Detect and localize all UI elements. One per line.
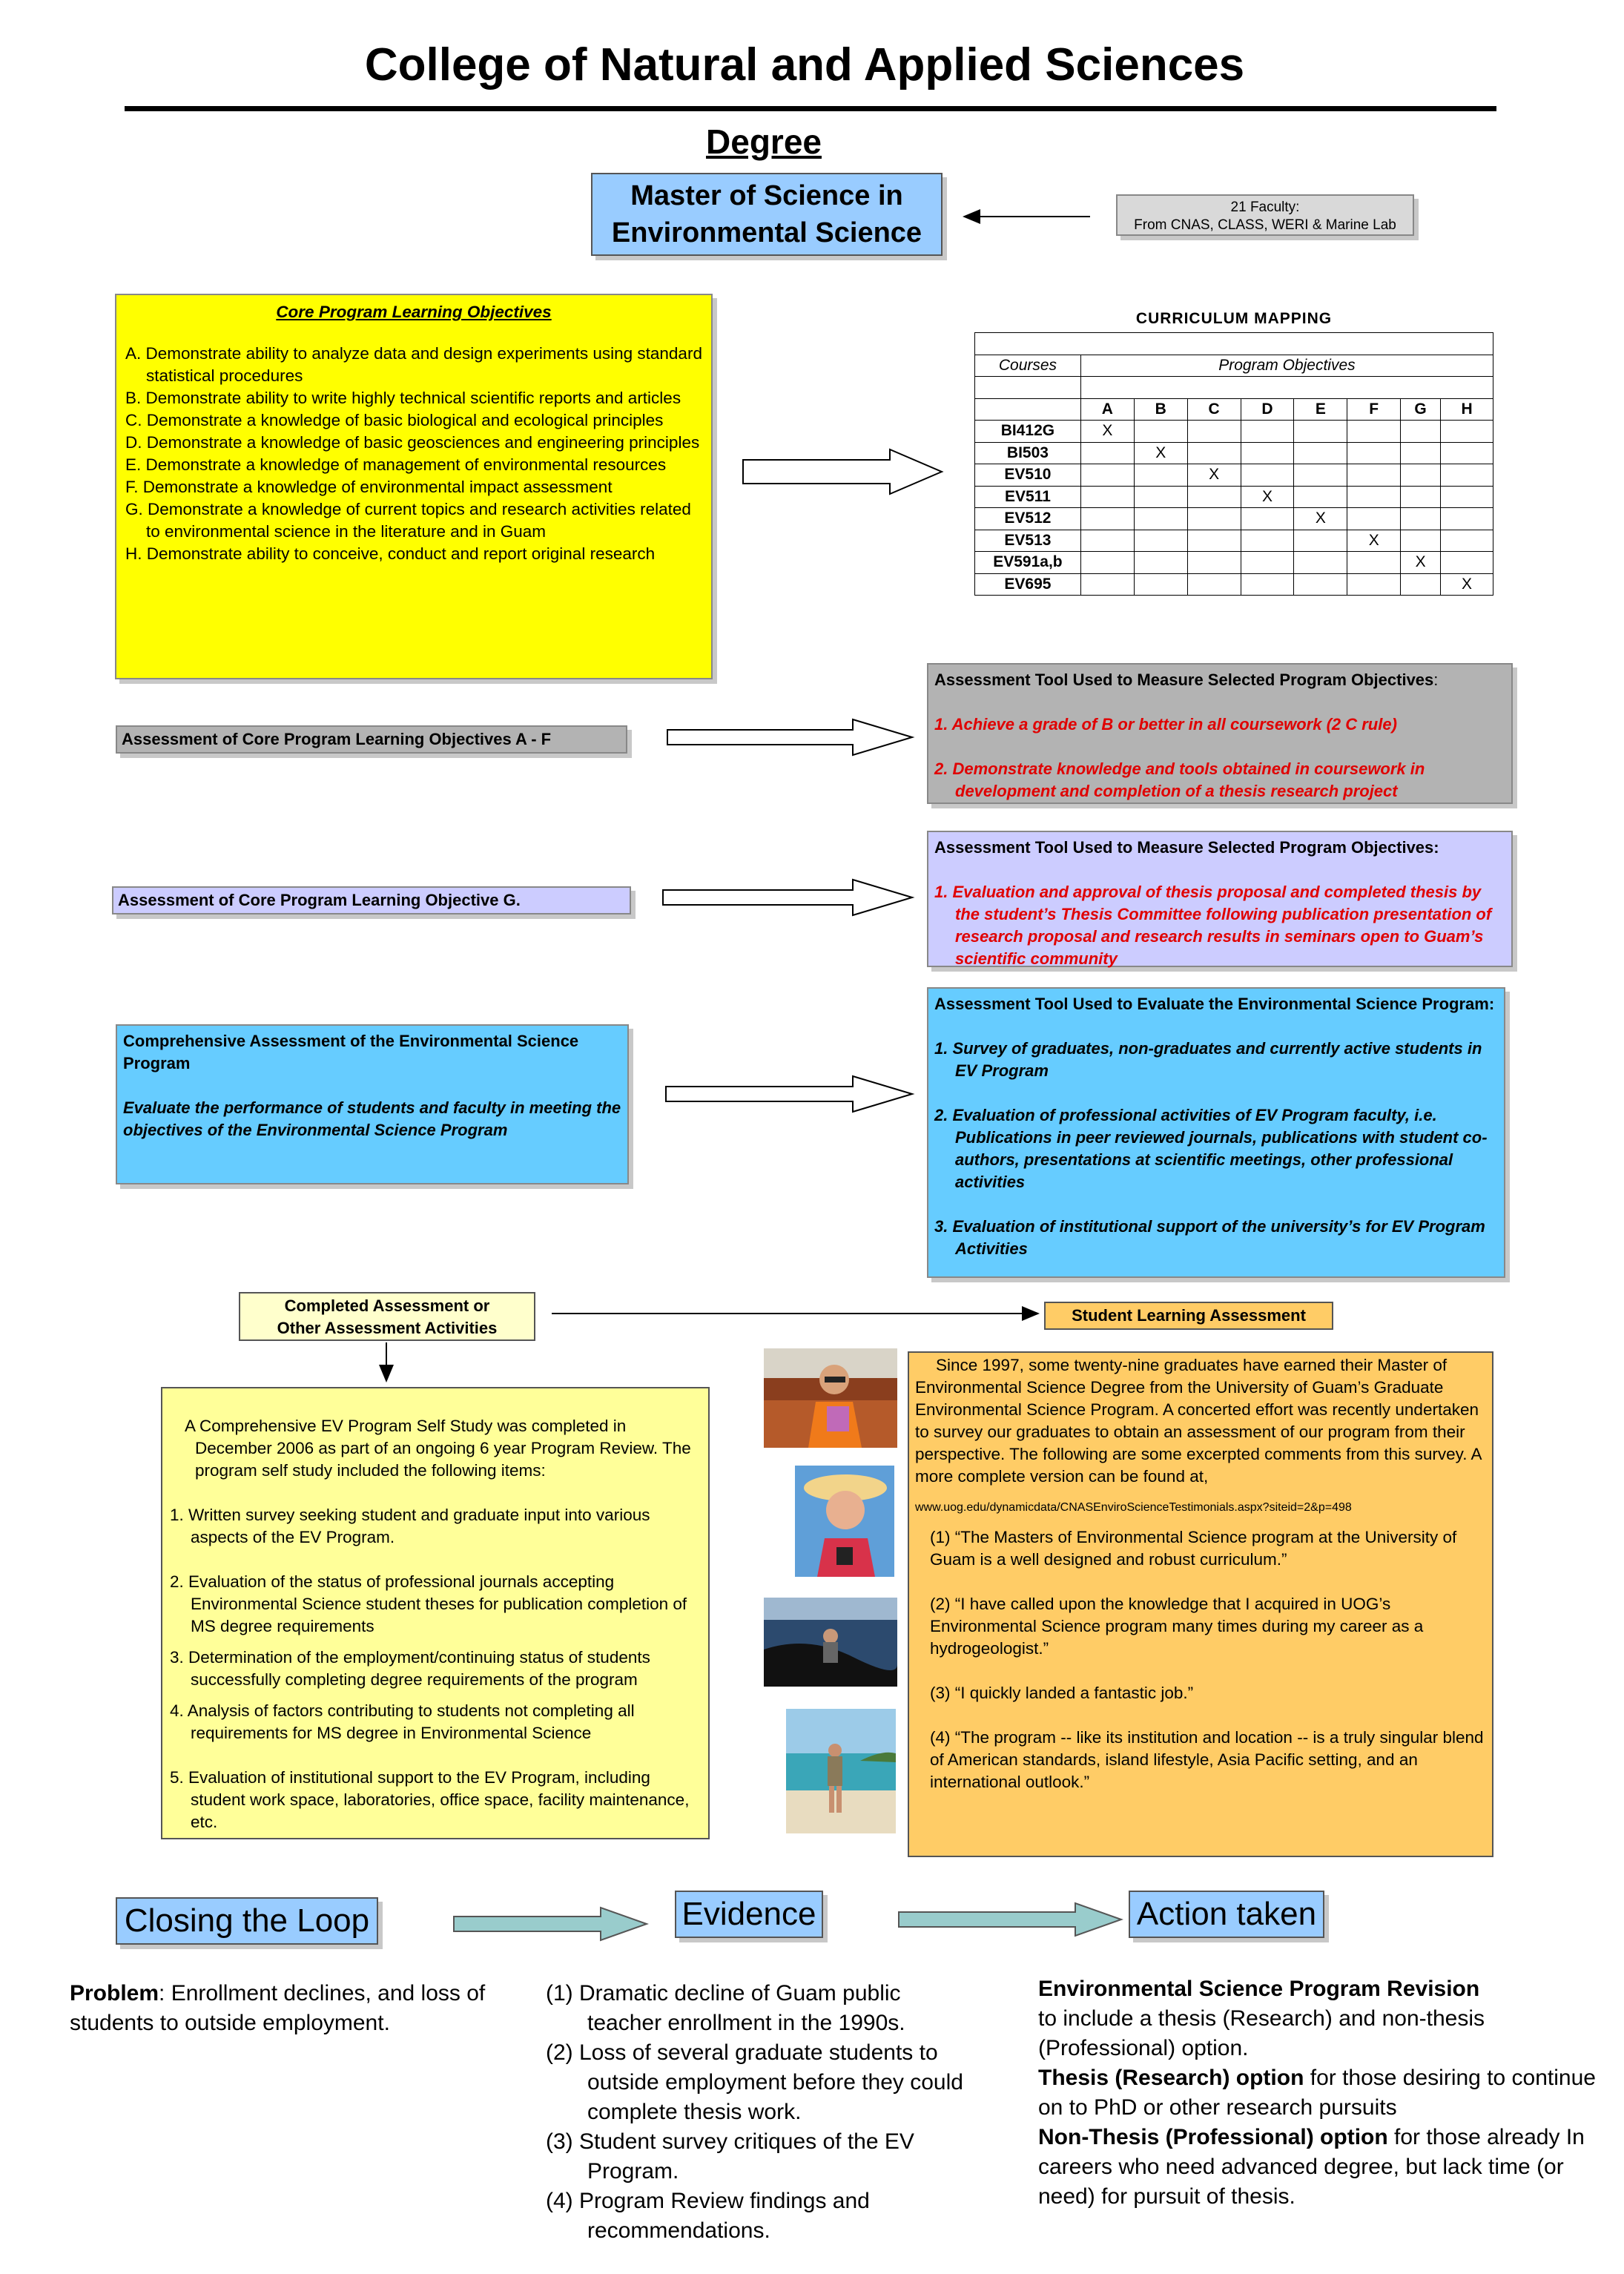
evidence-label: Evidence bbox=[675, 1891, 823, 1938]
testimonial-quote-2: (2) “I have called upon the knowledge that I acquired in UOG’s Environmental Science program many times during my career as a hydrogeologist.” bbox=[930, 1595, 1424, 1658]
mapping-mark: X bbox=[1080, 421, 1134, 443]
course-cell: EV512 bbox=[975, 508, 1081, 530]
letter-g: G bbox=[1401, 398, 1441, 421]
tool-heading: Assessment Tool Used to Evaluate the Environmental Science Program: bbox=[934, 995, 1495, 1013]
course-cell: BI503 bbox=[975, 442, 1081, 464]
faculty-line-2: From CNAS, CLASS, WERI & Marine Lab bbox=[1134, 217, 1396, 233]
nonthesis-option-text: for those already In careers who need advanced degree, but lack time (or need) for pursuit of thesis. bbox=[1038, 2125, 1585, 2209]
objective-g: G. Demonstrate a knowledge of current topics and research activities related to environmental science in the literature and in Guam bbox=[125, 500, 691, 541]
objective-f: F. Demonstrate a knowledge of environmental impact assessment bbox=[125, 478, 613, 496]
comprehensive-to-tool-arrow bbox=[666, 1076, 912, 1112]
af-to-tool-arrow bbox=[667, 719, 912, 755]
curriculum-mapping-title: CURRICULUM MAPPING bbox=[1135, 310, 1333, 327]
letter-f: F bbox=[1347, 398, 1401, 421]
course-cell: EV695 bbox=[975, 573, 1081, 596]
program-line-2: Environmental Science bbox=[611, 217, 922, 248]
self-study-item-1: 1. Written survey seeking student and graduate input into various aspects of the EV Program. bbox=[170, 1506, 650, 1546]
tool-item-1: 1. Survey of graduates, non-graduates and currently active students in EV Program bbox=[934, 1039, 1482, 1080]
assessment-af-tool-box bbox=[927, 663, 1513, 804]
tool-item-1: 1. Achieve a grade of B or better in all coursework (2 C rule) bbox=[934, 715, 1397, 734]
comprehensive-title: Comprehensive Assessment of the Environmental Science Program bbox=[123, 1032, 579, 1072]
evidence-to-action-arrow bbox=[899, 1903, 1121, 1936]
mapping-mark: X bbox=[1294, 508, 1347, 530]
thesis-option-label: Thesis (Research) option bbox=[1038, 2066, 1304, 2090]
mapping-mark: X bbox=[1347, 530, 1401, 552]
testimonials-intro: Since 1997, some twenty-nine graduates have earned their Master of Environmental Science Degree from the University of Guam’s Graduate Environmental Science Program. A concerted effort was recently undertaken to survey our graduates to obtain an assessment of our program from their perspective. The following are some excerpted comments from this survey. A more complete version can be found at, bbox=[915, 1356, 1482, 1486]
closing-to-evidence-arrow bbox=[454, 1908, 647, 1940]
testimonials-url: www.uog.edu/dynamicdata/CNASEnviroScienceTestimonials.aspx?siteid=2&p=498 bbox=[915, 1501, 1352, 1514]
course-cell: EV510 bbox=[975, 464, 1081, 487]
self-study-item-2: 2. Evaluation of the status of professional journals accepting Environmental Science student theses for publication completion of MS degree requirements bbox=[170, 1572, 687, 1635]
objectives-to-mapping-arrow bbox=[743, 449, 942, 494]
nonthesis-option bbox=[1038, 2123, 1617, 2212]
problem-text bbox=[70, 1979, 515, 2038]
self-study-box bbox=[161, 1387, 710, 1839]
self-study-item-4: 4. Analysis of factors contributing to students not completing all requirements for MS degree in Environmental Science bbox=[170, 1701, 635, 1742]
mapping-mark: X bbox=[1187, 464, 1241, 487]
comprehensive-tool-box bbox=[927, 987, 1505, 1278]
faculty-line-1: 21 Faculty: bbox=[1230, 200, 1300, 215]
page-title: College of Natural and Applied Sciences bbox=[364, 39, 1245, 90]
tool-heading-colon: : bbox=[1433, 670, 1439, 689]
comprehensive-assessment-box bbox=[116, 1024, 629, 1184]
assessment-af-label: Assessment of Core Program Learning Objectives A - F bbox=[116, 725, 627, 754]
graduate-photo-2 bbox=[795, 1466, 894, 1577]
problem-label: Problem bbox=[70, 1981, 159, 2006]
letter-c: C bbox=[1187, 398, 1241, 421]
assessment-g-tool-box bbox=[927, 831, 1513, 967]
student-learning-assessment-box: Student Learning Assessment bbox=[1044, 1302, 1333, 1330]
testimonials-box bbox=[908, 1351, 1493, 1857]
comprehensive-description: Evaluate the performance of students and faculty in meeting the objectives of the Environmental Science Program bbox=[123, 1098, 621, 1139]
courses-header: Courses bbox=[975, 355, 1081, 377]
objective-d: D. Demonstrate a knowledge of basic geosciences and engineering principles bbox=[125, 433, 700, 452]
objective-b: B. Demonstrate ability to write highly technical scientific reports and articles bbox=[125, 389, 681, 407]
g-to-tool-arrow bbox=[663, 880, 912, 915]
mapping-mark: X bbox=[1441, 573, 1493, 596]
graduate-photo-3 bbox=[764, 1598, 897, 1687]
mapping-mark: X bbox=[1241, 486, 1294, 508]
testimonial-quote-1: (1) “The Masters of Environmental Science program at the University of Guam is a well designed and robust curriculum.” bbox=[930, 1528, 1457, 1569]
graduate-photo-1 bbox=[764, 1348, 897, 1448]
tool-item-1: 1. Evaluation and approval of thesis proposal and completed thesis by the student’s Thesis Committee following publication presentation of research proposal and research results in seminars open to Guam’s scientific community bbox=[934, 883, 1492, 968]
objective-c: C. Demonstrate a knowledge of basic biological and ecological principles bbox=[125, 411, 664, 429]
letter-d: D bbox=[1241, 398, 1294, 421]
tool-item-3: 3. Evaluation of institutional support of the university’s for EV Program Activities bbox=[934, 1217, 1485, 1258]
course-cell: BI412G bbox=[975, 421, 1081, 443]
testimonial-quote-3: (3) “I quickly landed a fantastic job.” bbox=[930, 1684, 1194, 1702]
completed-line-1: Completed Assessment or bbox=[284, 1296, 490, 1315]
evidence-list bbox=[546, 1979, 976, 2246]
tool-heading: Assessment Tool Used to Measure Selected Program Objectives: bbox=[934, 838, 1439, 857]
evidence-item-1: (1) Dramatic decline of Guam public teacher enrollment in the 1990s. bbox=[546, 1981, 905, 2035]
action-taken-label: Action taken bbox=[1129, 1891, 1324, 1938]
thesis-option-text: for those desiring to continue on to PhD or other research pursuits bbox=[1038, 2066, 1596, 2120]
action-taken-text bbox=[1038, 1974, 1617, 2212]
completed-line-2: Other Assessment Activities bbox=[277, 1319, 498, 1337]
program-line-1: Master of Science in bbox=[630, 180, 903, 211]
closing-the-loop-label: Closing the Loop bbox=[116, 1897, 378, 1945]
core-objectives-heading: Core Program Learning Objectives bbox=[276, 303, 552, 321]
tool-item-2: 2. Demonstrate knowledge and tools obtained in coursework in development and completion of a thesis research project bbox=[934, 759, 1425, 800]
action-line: to include a thesis (Research) and non-thesis (Professional) option. bbox=[1038, 2006, 1485, 2060]
evidence-item-4: (4) Program Review findings and recommendations. bbox=[546, 2189, 870, 2243]
assessment-g-label: Assessment of Core Program Learning Objective G. bbox=[112, 886, 631, 914]
completed-assessment-box bbox=[239, 1292, 535, 1341]
mapping-mark: X bbox=[1401, 552, 1441, 574]
action-heading: Environmental Science Program Revision bbox=[1038, 1977, 1480, 2001]
evidence-item-3: (3) Student survey critiques of the EV Program. bbox=[546, 2129, 914, 2184]
course-cell: EV591a,b bbox=[975, 552, 1081, 574]
tool-item-2: 2. Evaluation of professional activities of EV Program faculty, i.e. Publications in peer reviewed journals, publications with student co-authors, presentations at scientific meetings, other professional activities bbox=[934, 1106, 1488, 1191]
objective-e: E. Demonstrate a knowledge of management of environmental resources bbox=[125, 455, 667, 474]
objective-h: H. Demonstrate ability to conceive, conduct and report original research bbox=[125, 544, 656, 563]
mapping-mark: X bbox=[1134, 442, 1187, 464]
graduate-photo-4 bbox=[786, 1709, 896, 1833]
course-cell: EV511 bbox=[975, 486, 1081, 508]
course-cell: EV513 bbox=[975, 530, 1081, 552]
nonthesis-option-label: Non-Thesis (Professional) option bbox=[1038, 2125, 1388, 2149]
letter-h: H bbox=[1441, 398, 1493, 421]
degree-label: Degree bbox=[706, 122, 822, 161]
testimonial-quote-4: (4) “The program -- like its institution and location -- is a truly singular blend of American standards, island lifestyle, Asia Pacific setting, and an international outlook.” bbox=[930, 1728, 1484, 1791]
self-study-intro: A Comprehensive EV Program Self Study was completed in December 2006 as part of an ongoing 6 year Program Review. The program self study included the following items: bbox=[185, 1417, 691, 1480]
objective-a: A. Demonstrate ability to analyze data and design experiments using standard statistical procedures bbox=[125, 344, 702, 385]
problem-description: : Enrollment declines, and loss of students to outside employment. bbox=[70, 1981, 486, 2035]
letter-e: E bbox=[1294, 398, 1347, 421]
tool-heading: Assessment Tool Used to Measure Selected Program Objectives bbox=[934, 670, 1434, 689]
evidence-item-2: (2) Loss of several graduate students to outside employment before they could complete thesis work. bbox=[546, 2040, 963, 2124]
self-study-item-3: 3. Determination of the employment/continuing status of students successfully completing degree requirements of the program bbox=[170, 1648, 650, 1689]
self-study-item-5: 5. Evaluation of institutional support to the EV Program, including student work space, laboratories, office space, facility maintenance, etc. bbox=[170, 1768, 690, 1831]
letter-b: B bbox=[1134, 398, 1187, 421]
thesis-option bbox=[1038, 2063, 1617, 2123]
letter-a: A bbox=[1080, 398, 1134, 421]
objectives-header: Program Objectives bbox=[1080, 355, 1493, 377]
